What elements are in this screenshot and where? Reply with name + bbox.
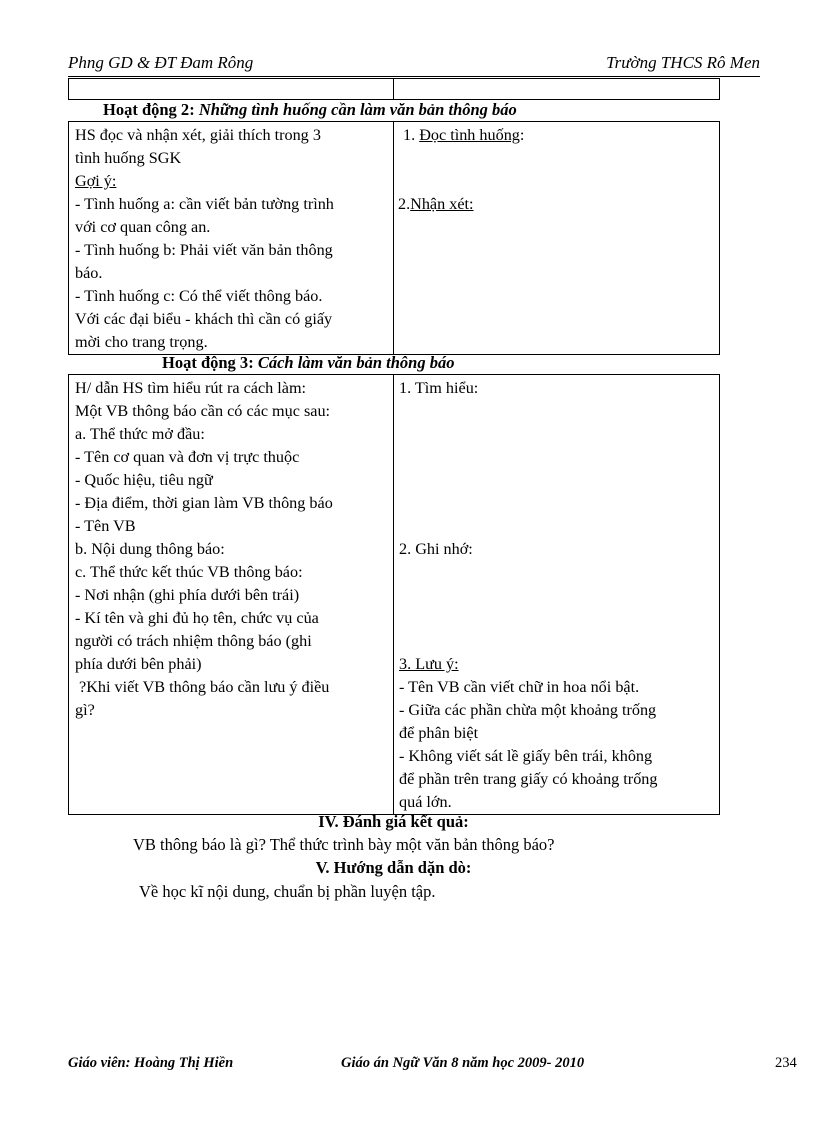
activity2-item2-num: 2. (398, 195, 411, 213)
activity2-line: tình huống SGK (75, 149, 182, 167)
footer-teacher: Giáo viên: Hoàng Thị Hiền (68, 1055, 234, 1071)
section4-title: IV. Đánh giá kết quả: (318, 812, 469, 831)
activity3-line: - Kí tên và ghi đủ họ tên, chức vụ của (75, 609, 319, 627)
activity3-question-end: gì? (75, 701, 95, 719)
activity3-note: để phân biệt (399, 724, 479, 742)
activity3-line: c. Thể thức kết thúc VB thông báo: (75, 563, 303, 581)
section4-text: VB thông báo là gì? Thể thức trình bày một văn bản thông báo? (133, 835, 555, 854)
activity2-line: - Tình huống a: cần viết bản tường trình (75, 195, 334, 213)
activity3-note: để phần trên trang giấy có khoảng trống (399, 770, 658, 788)
activity3-left-cell (69, 375, 394, 815)
page-number: 234 (775, 1055, 797, 1071)
activity2-line: với cơ quan công an. (75, 218, 211, 236)
activity3-line: - Nơi nhận (ghi phía dưới bên trái) (75, 586, 300, 604)
activity3-heading (162, 352, 454, 374)
header-school-name: Trường THCS Rô Men (606, 53, 760, 72)
activity3-title: Cách làm văn bản thông báo (257, 353, 455, 372)
activity3-line: - Địa điểm, thời gian làm VB thông báo (75, 494, 333, 512)
empty-row (69, 79, 720, 100)
activity2-item1 (403, 124, 715, 147)
activity3-table (68, 374, 720, 815)
activity3-note: - Giữa các phần chừa một khoảng trống (399, 701, 657, 719)
header-school-department: Phng GD & ĐT Đam Rông (68, 53, 254, 72)
activity3-line: - Quốc hiệu, tiêu ngữ (75, 471, 213, 489)
activity2-hint-label: Gợi ý: (75, 172, 117, 190)
activity3-row (69, 375, 720, 815)
activity2-line: báo. (75, 264, 103, 282)
activity2-colon: : (189, 100, 199, 119)
activity3-line: người có trách nhiệm thông báo (ghi (75, 632, 312, 650)
activity3-line: b. Nội dung thông báo: (75, 540, 225, 558)
activity2-left-cell (69, 122, 394, 355)
activity2-line: - Tình huống b: Phải viết văn bản thông (75, 241, 333, 259)
footer-course: Giáo án Ngữ Văn 8 năm học 2009- 2010 (341, 1055, 585, 1071)
activity3-line: Một VB thông báo cần có các mục sau: (75, 402, 331, 420)
activity3-item3: 3. Lưu ý: (399, 655, 459, 673)
activity2-item1-text: Đọc tình huống (419, 126, 520, 144)
activity2-table (68, 121, 720, 355)
activity3-item1: 1. Tìm hiểu: (399, 379, 479, 397)
activity2-item1-colon: : (519, 126, 525, 144)
activity3-line: - Tên VB (75, 517, 136, 535)
top-empty-table (68, 78, 720, 100)
activity2-label: Hoạt động 2 (103, 100, 190, 119)
activity2-title: Những tình huống cần làm văn bản thông báo (198, 100, 517, 119)
activity3-note: - Không viết sát lề giấy bên trái, không (399, 747, 653, 765)
activity3-item2: 2. Ghi nhớ: (399, 540, 473, 558)
activity3-line: phía dưới bên phải) (75, 655, 202, 673)
section5-title: V. Hướng dẫn dặn dò: (315, 858, 472, 877)
activity3-label: Hoạt động 3 (162, 353, 249, 372)
activity3-line: H/ dẫn HS tìm hiểu rút ra cách làm: (75, 379, 307, 397)
activity2-line: - Tình huống c: Có thể viết thông báo. (75, 287, 323, 305)
activity3-line: - Tên cơ quan và đơn vị trực thuộc (75, 448, 300, 466)
activity2-right-cell (394, 122, 720, 355)
section5-text: Về học kĩ nội dung, chuẩn bị phần luyện tập. (139, 882, 436, 901)
page-header (68, 52, 760, 77)
activity2-item1-num: 1. (403, 126, 420, 144)
activity2-item2-text: Nhận xét: (410, 195, 474, 213)
activity2-line: mời cho trang trọng. (75, 333, 208, 351)
empty-cell-left (69, 79, 394, 100)
empty-cell-right (394, 79, 720, 100)
activity3-note: - Tên VB cần viết chữ in hoa nổi bật. (399, 678, 640, 696)
activity3-right-cell (394, 375, 720, 815)
activity3-colon: : (248, 353, 258, 372)
activity3-note: quá lớn. (399, 793, 452, 811)
activity3-line: a. Thể thức mở đầu: (75, 425, 205, 443)
activity2-line: Với các đại biểu - khách thì cần có giấy (75, 310, 333, 328)
activity2-line: HS đọc và nhận xét, giải thích trong 3 (75, 126, 321, 144)
activity3-question: ?Khi viết VB thông báo cần lưu ý điều (75, 678, 330, 696)
activity2-item2 (398, 193, 715, 216)
activity2-row (69, 122, 720, 355)
activity2-heading (103, 99, 517, 121)
